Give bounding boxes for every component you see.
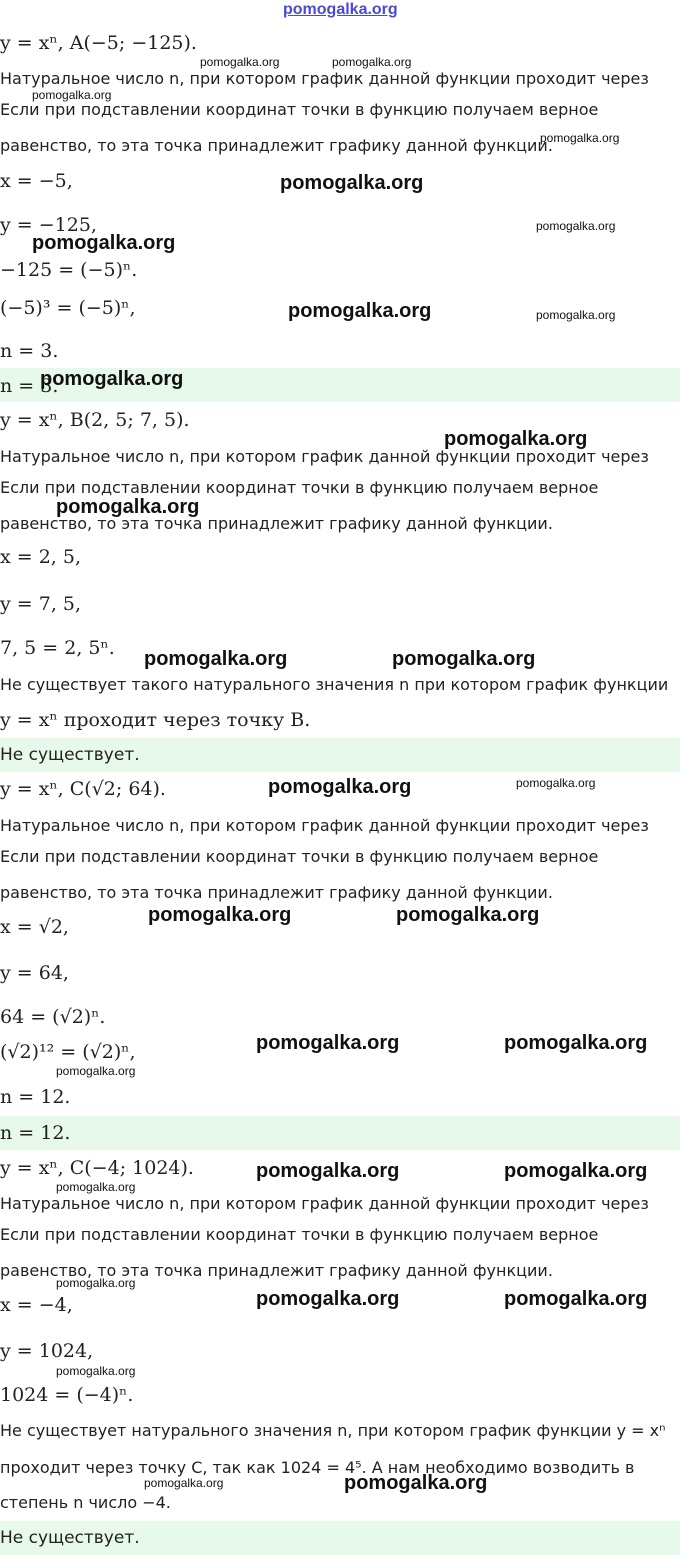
- task-a-intro: Натуральное число n, при котором график данной функции проходит через: [0, 69, 649, 88]
- task-b-conclusion-line-2: y = xⁿ проходит через точку B.: [0, 709, 311, 731]
- task-c-y: y = 64,: [0, 962, 69, 984]
- task-c-x: x = √2,: [0, 916, 69, 938]
- task-b-check-line-1: Если при подставлении координат точки в функцию получаем верное: [0, 478, 599, 497]
- task-d-conclusion-line-2: проходит через точку C, так как 1024 = 4⁵. А нам необходимо возводить в: [0, 1458, 635, 1477]
- task-b-check-line-2: равенство, то эта точка принадлежит графику данной функции.: [0, 514, 553, 533]
- watermark: pomogalka.org: [536, 308, 616, 322]
- task-d-check-line-1: Если при подставлении координат точки в функцию получаем верное: [0, 1225, 599, 1244]
- task-c-check-line-2: равенство, то эта точка принадлежит графику данной функции.: [0, 883, 553, 902]
- watermark: pomogalka.org: [144, 1476, 224, 1490]
- task-c-answer-box: [0, 1116, 680, 1150]
- watermark: pomogalka.org: [540, 131, 620, 145]
- watermark: pomogalka.org: [268, 776, 412, 798]
- task-d-y: y = 1024,: [0, 1340, 94, 1362]
- watermark: pomogalka.org: [516, 776, 596, 790]
- task-d-intro: Натуральное число n, при котором график данной функции проходит через: [0, 1194, 649, 1213]
- task-b-answer: Не существует.: [0, 745, 140, 765]
- task-b-y: y = 7, 5,: [0, 593, 82, 615]
- task-c-answer: n = 12.: [0, 1122, 71, 1144]
- task-c-check-line-1: Если при подставлении координат точки в функцию получаем верное: [0, 847, 599, 866]
- task-d-equation-1: 1024 = (−4)ⁿ.: [0, 1384, 134, 1406]
- watermark: pomogalka.org: [256, 1160, 400, 1182]
- task-d-x: x = −4,: [0, 1294, 73, 1316]
- task-a-y: y = −125,: [0, 214, 97, 236]
- watermark: pomogalka.org: [444, 428, 588, 450]
- task-d-conclusion-line-3: степень n число −4.: [0, 1493, 171, 1512]
- task-c-equation-2: (√2)¹² = (√2)ⁿ,: [0, 1041, 136, 1063]
- task-c-equation-1: 64 = (√2)ⁿ.: [0, 1006, 106, 1028]
- task-a-equation-2: (−5)³ = (−5)ⁿ,: [0, 297, 136, 319]
- task-a-equation-1: −125 = (−5)ⁿ.: [0, 259, 138, 281]
- task-b-given: y = xⁿ, B(2, 5; 7, 5).: [0, 409, 190, 431]
- watermark: pomogalka.org: [504, 1288, 648, 1310]
- watermark: pomogalka.org: [280, 172, 424, 194]
- watermark: pomogalka.org: [504, 1032, 648, 1054]
- task-c-given: y = xⁿ, C(√2; 64).: [0, 778, 166, 800]
- watermark: pomogalka.org: [148, 904, 292, 926]
- task-a-check-line-2: равенство, то эта точка принадлежит графику данной функции.: [0, 136, 553, 155]
- task-a-check-line-1: Если при подставлении координат точки в функцию получаем верное: [0, 100, 599, 119]
- task-d-answer: Не существует.: [0, 1528, 140, 1548]
- watermark: pomogalka.org: [56, 1180, 136, 1194]
- watermark: pomogalka.org: [536, 219, 616, 233]
- task-a-given: y = xⁿ, A(−5; −125).: [0, 32, 197, 54]
- watermark: pomogalka.org: [344, 1472, 488, 1494]
- watermark: pomogalka.org: [200, 55, 280, 69]
- watermark: pomogalka.org: [56, 1364, 136, 1378]
- task-d-given: y = xⁿ, C(−4; 1024).: [0, 1157, 194, 1179]
- watermark: pomogalka.org: [332, 55, 412, 69]
- task-a-x: x = −5,: [0, 170, 73, 192]
- watermark: pomogalka.org: [56, 1064, 136, 1078]
- watermark: pomogalka.org: [256, 1032, 400, 1054]
- task-c-result: n = 12.: [0, 1086, 71, 1108]
- watermark: pomogalka.org: [144, 648, 288, 670]
- task-b-x: x = 2, 5,: [0, 546, 82, 568]
- watermark: pomogalka.org: [56, 1276, 136, 1290]
- task-c-intro: Натуральное число n, при котором график данной функции проходит через: [0, 816, 649, 835]
- watermark: pomogalka.org: [396, 904, 540, 926]
- watermark: pomogalka.org: [256, 1288, 400, 1310]
- watermark: pomogalka.org: [40, 368, 184, 390]
- watermark: pomogalka.org: [56, 496, 200, 518]
- watermark: pomogalka.org: [288, 300, 432, 322]
- watermark: pomogalka.org: [504, 1160, 648, 1182]
- task-d-conclusion-line-1: Не существует натурального значения n, при котором график функции y = xⁿ: [0, 1421, 666, 1440]
- task-d-check-line-2: равенство, то эта точка принадлежит графику данной функции.: [0, 1261, 553, 1280]
- task-a-answer: n = 3.: [0, 375, 59, 397]
- task-a-result: n = 3.: [0, 340, 59, 362]
- task-b-intro: Натуральное число n, при котором график данной функции проходит через: [0, 447, 649, 466]
- watermark: pomogalka.org: [32, 88, 112, 102]
- watermark-top[interactable]: pomogalka.org: [283, 1, 398, 18]
- task-b-equation-1: 7, 5 = 2, 5ⁿ.: [0, 637, 115, 659]
- watermark: pomogalka.org: [32, 232, 176, 254]
- task-b-conclusion-line-1: Не существует такого натурального значения n при котором график функции: [0, 675, 669, 694]
- watermark: pomogalka.org: [392, 648, 536, 670]
